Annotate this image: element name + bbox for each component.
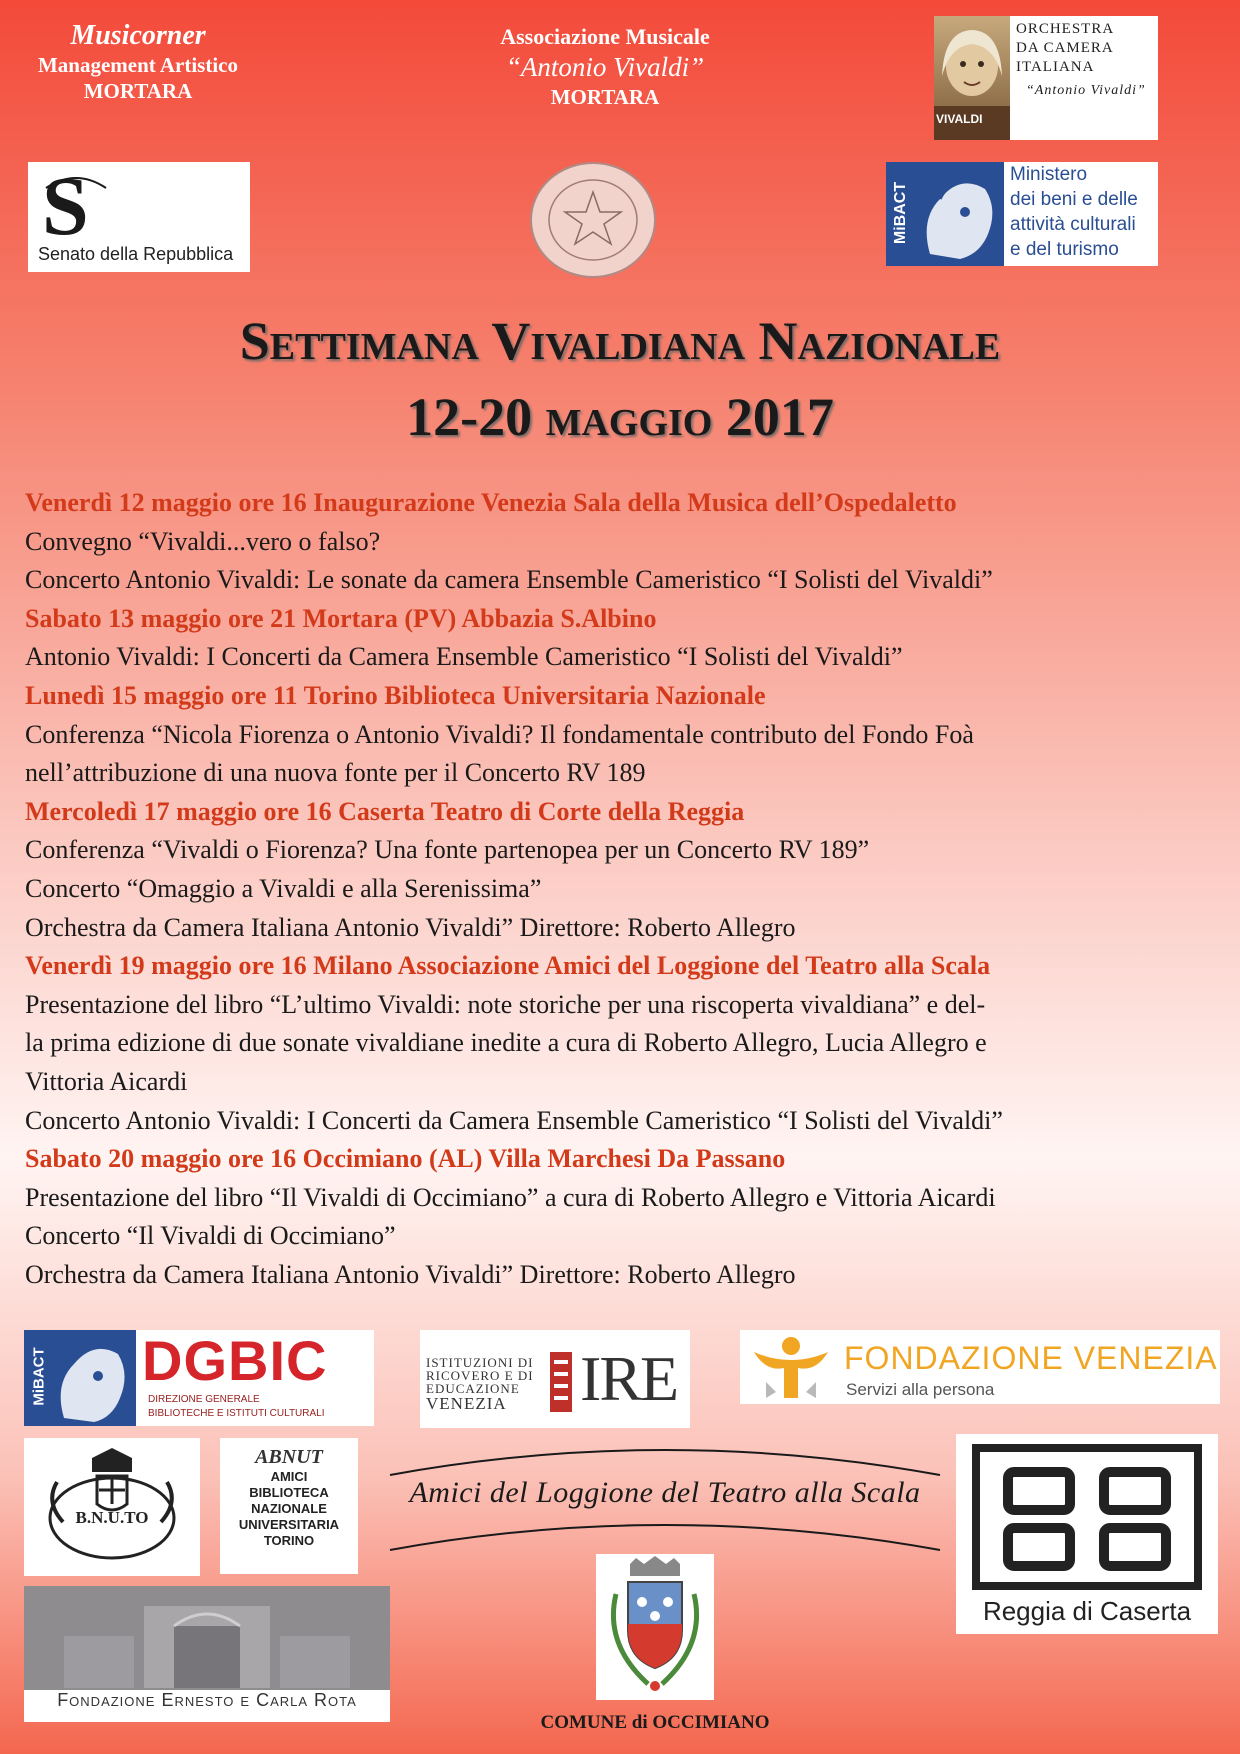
senato-s-icon <box>36 168 116 244</box>
abnut-line2: BIBLIOTECA <box>249 1485 329 1500</box>
program-line: nell’attribuzione di una nuova fonte per il Concerto RV 189 <box>25 758 646 788</box>
program-line: Conferenza “Nicola Fiorenza o Antonio Vivaldi? Il fondamentale contributo del Fondo Foà <box>25 719 974 749</box>
bnuto-logo <box>24 1438 200 1576</box>
program-day-heading: Mercoledì 17 maggio ore 16 Caserta Teatro di Corte della Reggia <box>25 796 745 826</box>
mibact-side-label: MiBACT <box>892 181 909 245</box>
ire-tower-icon <box>546 1346 576 1416</box>
fondazione-venezia-sub: Servizi alla persona <box>846 1380 995 1399</box>
musicorner-name: Musicorner <box>70 20 206 51</box>
program-line: Orchestra da Camera Italiana Antonio Vivaldi” Direttore: Roberto Allegro <box>25 1259 796 1289</box>
associazione-line1: Associazione Musicale <box>500 24 710 49</box>
associazione-org <box>440 24 770 110</box>
occimiano-label: COMUNE di OCCIMIANO <box>540 1712 770 1733</box>
fondazione-people-icon <box>746 1332 836 1402</box>
program-line: Concerto “Omaggio a Vivaldi e alla Serenissima” <box>25 873 542 903</box>
mibact-head-icon <box>910 164 1000 264</box>
senato-logo <box>28 162 250 272</box>
orchestra-line1: ORCHESTRA <box>1016 21 1115 37</box>
dgbic-side-label: MiBACT <box>30 1347 48 1406</box>
presidency-seal-icon <box>528 160 658 280</box>
fondazione-rota-logo <box>24 1586 390 1722</box>
fondazione-venezia-name: FONDAZIONE VENEZIA <box>844 1340 1218 1376</box>
abnut-line4: UNIVERSITARIA <box>238 1517 340 1532</box>
event-dates: 12-20 maggio 2017 <box>406 387 834 447</box>
abnut-logo <box>220 1438 358 1574</box>
program-day-heading: Lunedì 15 maggio ore 11 Torino Biblioteca Universitaria Nazionale <box>25 680 766 710</box>
ire-name: IRE <box>580 1343 678 1414</box>
abnut-name: ABNUT <box>255 1446 323 1468</box>
reggia-label: Reggia di Caserta <box>982 1596 1192 1626</box>
program-day-heading: Venerdì 19 maggio ore 16 Milano Associazione Amici del Loggione del Teatro alla Scala <box>25 951 991 981</box>
associazione-name: “Antonio Vivaldi” <box>505 52 705 82</box>
orchestra-logo <box>934 16 1158 140</box>
dgbic-name: DGBIC <box>142 1330 328 1392</box>
orchestra-line2: DA CAMERA <box>1016 40 1114 56</box>
loggione-logo <box>380 1430 950 1570</box>
portrait-label: VIVALDI <box>936 112 983 126</box>
orchestra-sub: “Antonio Vivaldi” <box>1026 83 1146 98</box>
orchestra-line3: ITALIANA <box>1016 59 1095 75</box>
program-day-heading: Sabato 20 maggio ore 16 Occimiano (AL) Villa Marchesi Da Passano <box>25 1144 786 1174</box>
mibact-line1: Ministero <box>1010 164 1088 185</box>
loggione-text: Amici del Loggione del Teatro alla Scala <box>409 1476 921 1509</box>
associazione-line3: MORTARA <box>550 85 660 109</box>
program-line: Conferenza “Vivaldi o Fiorenza? Una fonte partenopea per un Concerto RV 189” <box>25 835 870 865</box>
dgbic-sub1: DIREZIONE GENERALE <box>148 1394 260 1405</box>
program-line: Concerto “Il Vivaldi di Occimiano” <box>25 1221 396 1251</box>
program-line: Presentazione del libro “L’ultimo Vivaldi: note storiche per una riscoperta vivaldiana” e del- <box>25 989 986 1019</box>
program-line: la prima edizione di due sonate vivaldiane inedite a cura di Roberto Allegro, Lucia Allegro e <box>25 1028 987 1058</box>
program-day-heading: Sabato 13 maggio ore 21 Mortara (PV) Abbazia S.Albino <box>25 603 657 633</box>
reggia-windows-icon <box>956 1434 1218 1596</box>
mibact-line3: attività culturali <box>1010 214 1136 235</box>
abnut-line1: AMICI <box>270 1469 308 1484</box>
mibact-logo <box>886 162 1158 266</box>
svg-text:S: S <box>42 168 89 244</box>
musicorner-org <box>18 20 258 104</box>
program-line: Convegno “Vivaldi...vero o falso? <box>25 526 381 556</box>
program-day-heading: Venerdì 12 maggio ore 16 Inaugurazione Venezia Sala della Musica dell’Ospedaletto <box>25 488 957 517</box>
senato-label: Senato della Repubblica <box>38 244 234 264</box>
ire-line3: EDUCAZIONE <box>426 1381 520 1396</box>
program-line: Vittoria Aicardi <box>25 1066 188 1096</box>
ire-line1: ISTITUZIONI DI <box>426 1355 534 1370</box>
musicorner-line2: Management Artistico <box>37 53 239 77</box>
program-line: Orchestra da Camera Italiana Antonio Vivaldi” Direttore: Roberto Allegro <box>25 912 796 942</box>
fondazione-venezia-logo <box>740 1330 1220 1404</box>
musicorner-line3: MORTARA <box>83 79 193 103</box>
dgbic-head-icon <box>46 1332 132 1424</box>
program-line: Concerto Antonio Vivaldi: I Concerti da Camera Ensemble Cameristico “I Solisti del Vivaldi” <box>25 1105 1003 1135</box>
occimiano-crest <box>596 1554 714 1700</box>
vivaldi-portrait <box>934 16 1010 140</box>
program-line: Presentazione del libro “Il Vivaldi di Occimiano” a cura di Roberto Allegro e Vittoria Aicardi <box>25 1182 996 1212</box>
dgbic-sub2: BIBLIOTECHE E ISTITUTI CULTURALI <box>148 1408 325 1419</box>
program-list <box>25 484 1225 1294</box>
bnuto-label: B.N.U.TO <box>75 1508 149 1527</box>
program-line: Concerto Antonio Vivaldi: Le sonate da camera Ensemble Cameristico “I Solisti del Vivaldi” <box>25 565 993 595</box>
reggia-caserta-logo <box>956 1434 1218 1634</box>
event-title: Settimana Vivaldiana Nazionale <box>239 311 1001 371</box>
mibact-line2: dei beni e delle <box>1010 189 1138 210</box>
palazzo-chigi-seal <box>528 160 658 280</box>
program-line: Antonio Vivaldi: I Concerti da Camera Ensemble Cameristico “I Solisti del Vivaldi” <box>25 642 903 672</box>
ire-line2: RICOVERO E DI <box>426 1368 534 1383</box>
ire-line4: VENEZIA <box>426 1394 507 1413</box>
abnut-line3: NAZIONALE <box>251 1501 327 1516</box>
abnut-line5: TORINO <box>263 1533 315 1548</box>
dgbic-logo <box>24 1330 374 1426</box>
occimiano-coat-of-arms-icon <box>596 1554 714 1700</box>
mibact-line4: e del turismo <box>1010 239 1119 260</box>
rota-label: Fondazione Ernesto e Carla Rota <box>24 1690 390 1722</box>
ire-logo <box>420 1330 690 1428</box>
bnuto-crest-icon <box>37 1442 187 1570</box>
